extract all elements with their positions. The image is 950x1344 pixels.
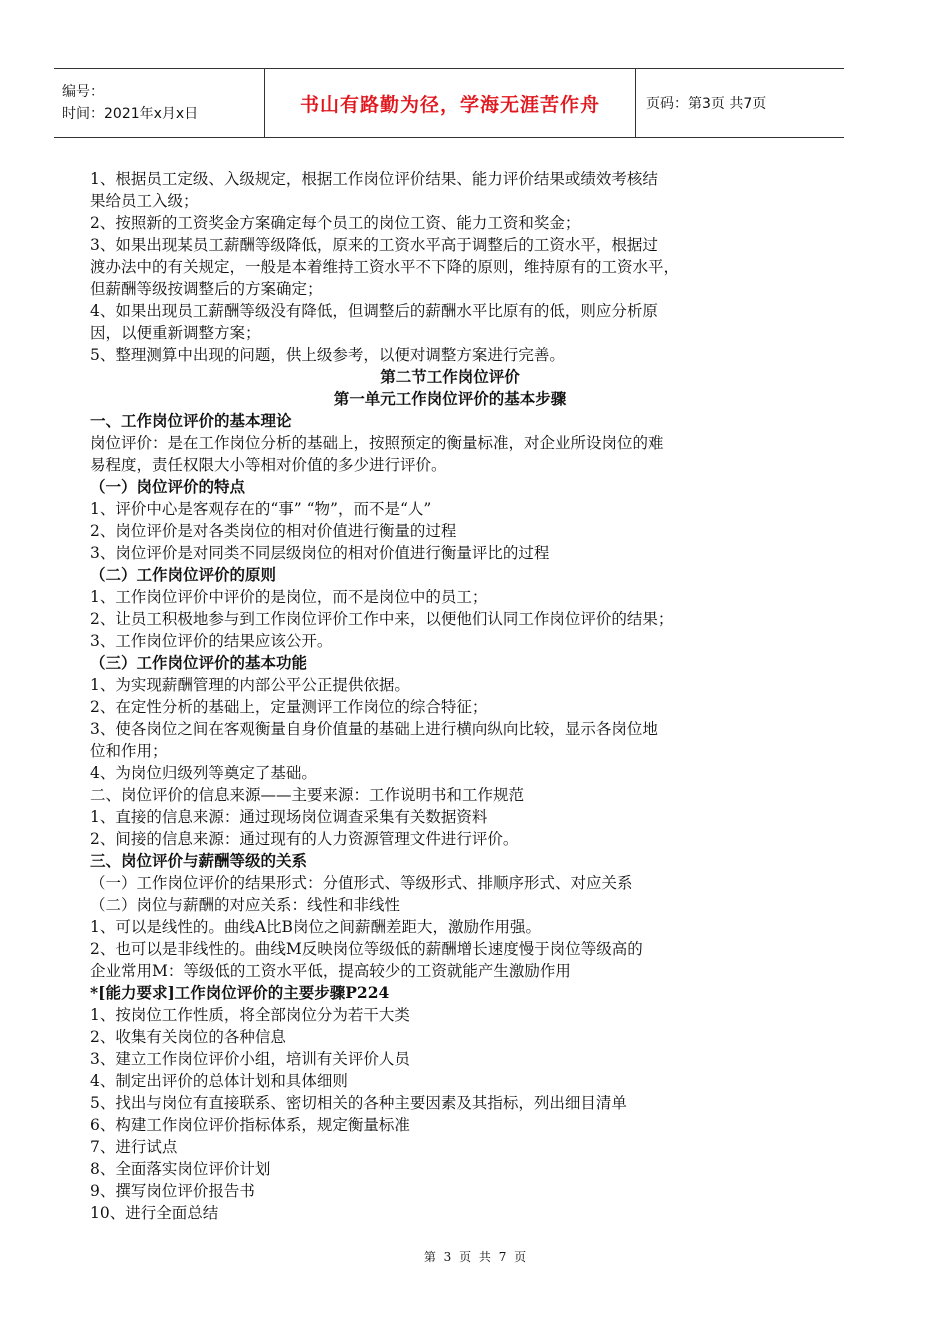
text-line: 企业常用M：等级低的工资水平低，提高较少的工资就能产生激励作用: [90, 962, 571, 980]
header-motto-cell: [265, 69, 636, 137]
text-line: 3、岗位评价是对同类不同层级岗位的相对价值进行衡量评比的过程: [90, 544, 550, 562]
text-line: 2、按照新的工资奖金方案确定每个员工的岗位工资、能力工资和奖金；: [90, 214, 581, 232]
text-line: 2、在定性分析的基础上，定量测评工作岗位的综合特征；: [90, 698, 488, 716]
text-line: 1、为实现薪酬管理的内部公平公正提供依据。: [90, 676, 410, 694]
text-line: 6、构建工作岗位评价指标体系，规定衡量标准: [90, 1116, 410, 1134]
text-line: 二、岗位评价的信息来源——主要来源：工作说明书和工作规范: [90, 786, 525, 804]
header-page-cell: [636, 69, 844, 137]
page-header: [54, 68, 844, 138]
text-line: 3、使各岗位之间在客观衡量自身价值量的基础上进行横向纵向比较，显示各岗位地: [90, 720, 658, 738]
text-line: 5、找出与岗位有直接联系、密切相关的各种主要因素及其指标，列出细目清单: [90, 1094, 627, 1112]
text-line: 4、为岗位归级列等奠定了基础。: [90, 764, 317, 782]
section-heading: 三、岗位评价与薪酬等级的关系: [90, 851, 308, 870]
text-line: 3、工作岗位评价的结果应该公开。: [90, 632, 333, 650]
text-line: 10、进行全面总结: [90, 1204, 219, 1222]
text-line: 2、岗位评价是对各类岗位的相对价值进行衡量的过程: [90, 522, 457, 540]
text-line: 因，以便重新调整方案；: [90, 324, 261, 342]
text-line: （一）工作岗位评价的结果形式：分值形式、等级形式、排顺序形式、对应关系: [90, 874, 633, 892]
section-heading: 第一单元工作岗位评价的基本步骤: [333, 389, 567, 408]
text-line: 果给员工入级；: [90, 192, 199, 210]
text-line: 但薪酬等级按调整后的方案确定；: [90, 280, 323, 298]
text-line: 4、制定出评价的总体计划和具体细则: [90, 1072, 348, 1090]
text-line: 1、根据员工定级、入级规定，根据工作岗位评价结果、能力评价结果或绩效考核结: [90, 170, 658, 188]
text-line: 易程度，责任权限大小等相对价值的多少进行评价。: [90, 456, 447, 474]
section-heading: （二）工作岗位评价的原则: [90, 565, 277, 584]
section-heading: 一、工作岗位评价的基本理论: [90, 411, 292, 430]
text-line: 2、收集有关岗位的各种信息: [90, 1028, 286, 1046]
text-line: 1、直接的信息来源：通过现场岗位调查采集有关数据资料: [90, 808, 488, 826]
text-line: 1、评价中心是客观存在的“事” “物”，而不是“人”: [90, 500, 432, 518]
text-line: 9、撰写岗位评价报告书: [90, 1182, 255, 1200]
header-meta: [54, 69, 265, 137]
text-line: 渡办法中的有关规定，一般是本着维持工资水平不下降的原则，维持原有的工资水平，: [90, 258, 680, 276]
section-heading: *[能力要求]工作岗位评价的主要步骤P224: [90, 983, 390, 1002]
text-line: 2、让员工积极地参与到工作岗位评价工作中来，以便他们认同工作岗位评价的结果；: [90, 610, 674, 628]
text-line: 3、如果出现某员工薪酬等级降低，原来的工资水平高于调整后的工资水平，根据过: [90, 236, 658, 254]
section-heading: 第二节工作岗位评价: [380, 367, 520, 386]
number-label: 编号：: [62, 84, 104, 100]
text-line: 位和作用；: [90, 742, 168, 760]
section-heading: （三）工作岗位评价的基本功能: [90, 653, 308, 672]
text-line: 1、工作岗位评价中评价的是岗位，而不是岗位中的员工；: [90, 588, 488, 606]
header-page-label: 页码：第3页 共7页: [646, 96, 767, 112]
text-line: （二）岗位与薪酬的对应关系：线性和非线性: [90, 896, 401, 914]
page-footer: 第 3 页 共 7 页: [423, 1250, 527, 1264]
text-line: 岗位评价：是在工作岗位分析的基础上，按照预定的衡量标准，对企业所设岗位的难: [90, 434, 664, 452]
header-motto: 书山有路勤为径，学海无涯苦作舟: [299, 93, 600, 116]
section-heading: （一）岗位评价的特点: [90, 477, 246, 496]
text-line: 2、间接的信息来源：通过现有的人力资源管理文件进行评价。: [90, 830, 519, 848]
text-line: 1、按岗位工作性质，将全部岗位分为若干大类: [90, 1006, 410, 1024]
time-label: 时间：2021年x月x日: [62, 106, 199, 122]
text-line: 3、建立工作岗位评价小组，培训有关评价人员: [90, 1050, 410, 1068]
text-line: 8、全面落实岗位评价计划: [90, 1160, 271, 1178]
text-line: 7、进行试点: [90, 1138, 178, 1156]
text-line: 2、也可以是非线性的。曲线M反映岗位等级低的薪酬增长速度慢于岗位等级高的: [90, 940, 643, 958]
text-line: 4、如果出现员工薪酬等级没有降低，但调整后的薪酬水平比原有的低，则应分析原: [90, 302, 658, 320]
document-body: [90, 168, 810, 1224]
text-line: 5、整理测算中出现的问题，供上级参考，以便对调整方案进行完善。: [90, 346, 565, 364]
text-line: 1、可以是线性的。曲线A比B岗位之间薪酬差距大，激励作用强。: [90, 918, 541, 936]
